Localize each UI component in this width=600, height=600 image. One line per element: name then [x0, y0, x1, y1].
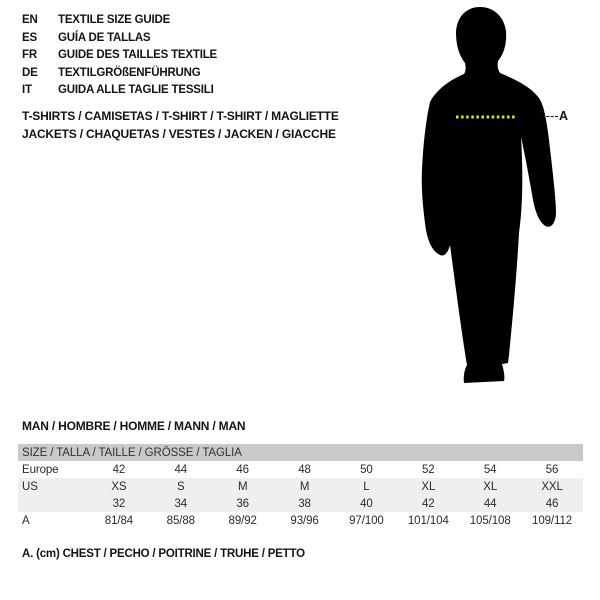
- table-cell: 46: [236, 463, 249, 476]
- language-code: EN: [22, 14, 38, 26]
- table-cell: 81/84: [104, 514, 134, 527]
- table-cell: 56: [545, 463, 559, 476]
- table-cell: XL: [459, 478, 521, 495]
- language-row: [22, 82, 217, 100]
- size-table-header-row: [18, 444, 583, 461]
- language-label: TEXTILGRÖßENFÜHRUNG: [58, 66, 201, 79]
- table-cell: M: [274, 478, 336, 495]
- table-cell: 48: [298, 463, 311, 476]
- man-silhouette: [420, 5, 560, 395]
- table-row-europe: [18, 461, 583, 478]
- language-label: GUIDE DES TAILLES TEXTILE: [58, 49, 217, 62]
- table-cell: 32: [88, 495, 150, 512]
- table-cell: 85/88: [166, 514, 195, 527]
- measure-label-a: A: [559, 109, 569, 123]
- table-cell: 52: [422, 463, 435, 476]
- category-line-jackets: JACKETS / CHAQUETAS / VESTES / JACKEN / GIACCHE: [22, 127, 336, 141]
- table-cell: 38: [274, 495, 336, 512]
- category-lines: [22, 107, 339, 143]
- table-cell: 54: [483, 463, 497, 476]
- table-cell: XXL: [521, 478, 583, 495]
- table-cell: 109/112: [532, 514, 573, 527]
- language-row: [22, 47, 217, 65]
- table-cell: XS: [88, 478, 150, 495]
- size-table-header: SIZE / TALLA / TAILLE / GRÖSSE / TAGLIA: [18, 444, 583, 461]
- man-silhouette-shape: [422, 7, 556, 383]
- table-cell: 34: [150, 495, 212, 512]
- table-cell: 89/92: [228, 514, 257, 527]
- table-cell: 42: [112, 463, 126, 476]
- language-code: DE: [22, 66, 38, 79]
- table-cell: S: [150, 478, 212, 495]
- row-label: A: [22, 514, 30, 527]
- table-cell: 105/108: [469, 514, 511, 527]
- row-label: [18, 495, 88, 512]
- table-cell: 93/96: [290, 514, 319, 527]
- row-label: Europe: [22, 463, 59, 476]
- table-cell: 50: [360, 463, 373, 476]
- measure-pointer-dash: [542, 116, 558, 117]
- table-cell: 36: [212, 495, 274, 512]
- size-table: [18, 444, 583, 529]
- language-label: TEXTILE SIZE GUIDE: [58, 14, 171, 26]
- language-code: ES: [22, 31, 37, 44]
- table-row-a-chest: [18, 512, 583, 529]
- table-cell: 101/104: [407, 514, 449, 527]
- language-row: [22, 65, 217, 83]
- table-cell: 46: [521, 495, 583, 512]
- table-cell: 44: [174, 463, 188, 476]
- footnote-chest-measure: A. (cm) CHEST / PECHO / POITRINE / TRUHE / PETTO: [22, 548, 305, 560]
- table-cell: 42: [397, 495, 459, 512]
- category-line-tshirts: T-SHIRTS / CAMISETAS / T-SHIRT / T-SHIRT / MAGLIETTE: [22, 109, 339, 123]
- table-row-uk-numeric: [18, 495, 583, 512]
- table-cell: L: [336, 478, 398, 495]
- section-title-man: MAN / HOMBRE / HOMME / MANN / MAN: [22, 419, 246, 433]
- table-cell: 97/100: [349, 514, 384, 527]
- table-row-us: [18, 478, 583, 495]
- row-label: US: [18, 478, 88, 495]
- language-list: [22, 12, 217, 100]
- language-row: [22, 30, 217, 48]
- language-label: GUÍA DE TALLAS: [58, 31, 151, 44]
- language-label: GUIDA ALLE TAGLIE TESSILI: [58, 84, 214, 97]
- table-cell: M: [212, 478, 274, 495]
- table-cell: XL: [397, 478, 459, 495]
- language-row: [22, 12, 217, 30]
- table-cell: 44: [459, 495, 521, 512]
- language-code: IT: [22, 84, 32, 97]
- table-cell: 40: [336, 495, 398, 512]
- language-code: FR: [22, 49, 37, 62]
